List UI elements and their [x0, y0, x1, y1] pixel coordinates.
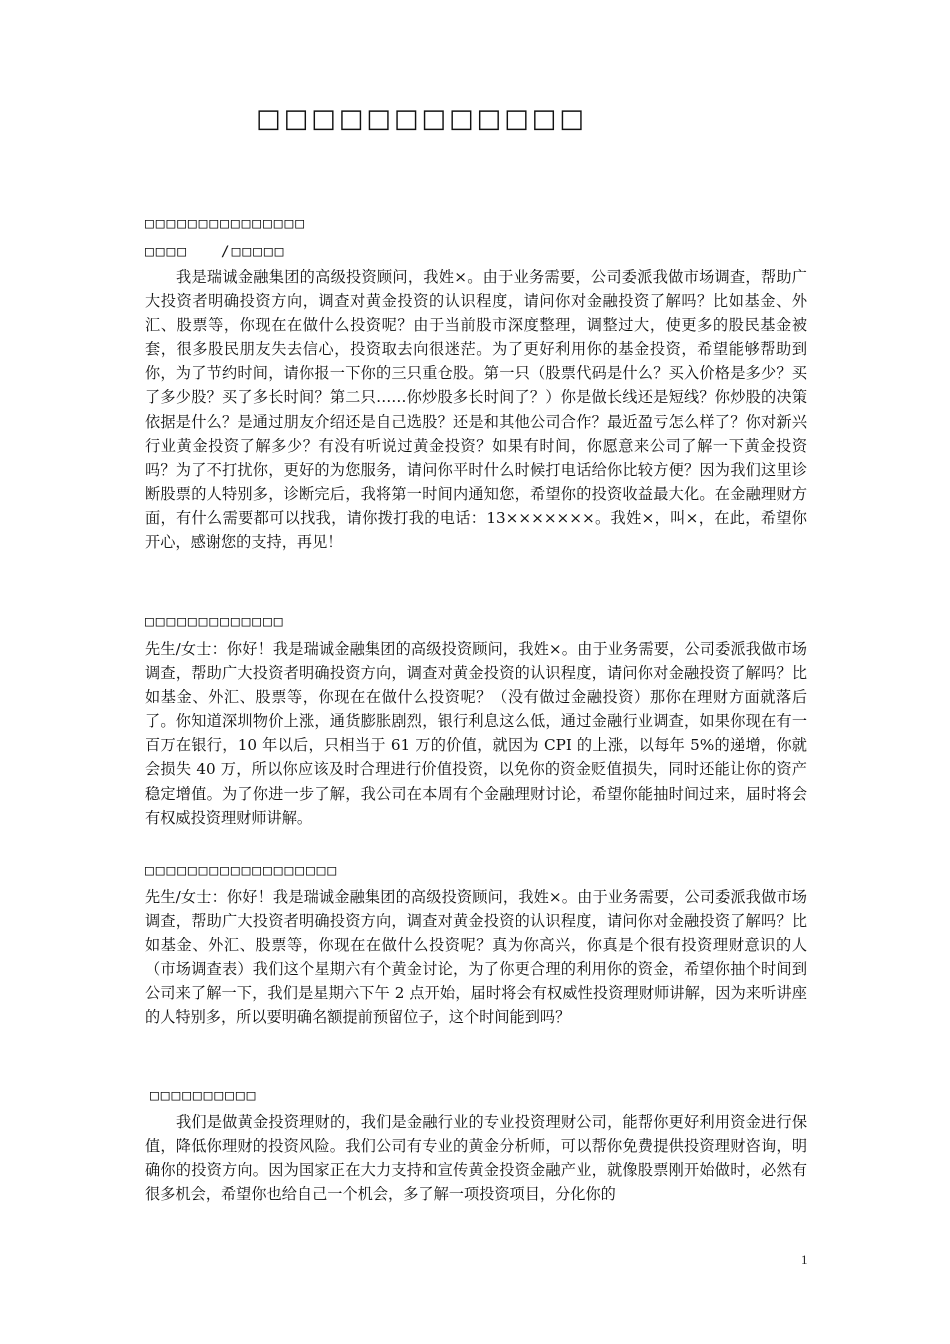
section-2-heading: □□□□□□□□□□□□□	[145, 614, 285, 630]
section-3-paragraph: 先生/女士：你好！我是瑞诚金融集团的高级投资顾问，我姓×。由于业务需要，公司委派我做市场调查，帮助广大投资者明确投资方向，调查对黄金投资的认识程度，请问你对金融投资了解吗？比如基金、外汇、股票等，你现在在做什么投资呢？真为你高兴，你真是个很有投资理财意识的人（市场调查表）我们这个星期六有个黄金讨论，为了你更合理的利用你的资金，希望你抽个时间到公司来了解一下，我们是星期六下午 2 点开始，届时将会有权威性投资理财师讲解，因为来听讲座的人特别多，所以要明确名额提前预留位子，这个时间能到吗？	[145, 888, 807, 1027]
section-1-heading: □□□□□□□□□□□□□□□	[145, 216, 306, 232]
section-4-paragraph: 我们是做黄金投资理财的，我们是金融行业的专业投资理财公司，能帮你更好利用资金进行保值，降低你理财的投资风险。我们公司有专业的黄金分析师，可以帮你免费提供投资理财咨询，明确你的投资方向。因为国家正在大力支持和宣传黄金投资金融产业，就像股票刚开始做时，必然有很多机会，希望你也给自己一个机会，多了解一项投资项目，分化你的	[145, 1113, 807, 1204]
section-3-heading: □□□□□□□□□□□□□□□□□□	[145, 863, 339, 879]
section-1-subheading: □□□□ /□□□□□	[145, 244, 286, 260]
page-number: 1	[801, 1252, 808, 1267]
section-2-paragraph: 先生/女士：你好！我是瑞诚金融集团的高级投资顾问，我姓×。由于业务需要，公司委派我做市场调查，帮助广大投资者明确投资方向，调查对黄金投资的认识程度，请问你对金融投资了解吗？比如基金、外汇、股票等，你现在在做什么投资呢？（没有做过金融投资）那你在理财方面就落后了。你知道深圳物价上涨，通货膨胀剧烈，银行利息这么低，通过金融行业调查，如果你现在有一百万在银行，10 年以后，只相当于 61 万的价值，就因为 CPI 的上涨，以每年 5%的递增，你就会损失 40 万，所以你应该及时合理进行价值投资，以免你的资金贬值损失，同时还能让你的资产稳定增值。为了你进一步了解，我公司在本周有个金融理财讨论，希望你能抽时间过来，届时将会有权威投资理财师讲解。	[145, 640, 807, 827]
section-4-heading: □□□□□□□□□□	[150, 1088, 258, 1104]
section-1-paragraph: 我是瑞诚金融集团的高级投资顾问，我姓×。由于业务需要，公司委派我做市场调查，帮助广大投资者明确投资方向，调查对黄金投资的认识程度，请问你对金融投资了解吗？比如基金、外汇、股票等，你现在在做什么投资呢？由于当前股市深度整理，调整过大，使更多的股民基金被套，很多股民朋友失去信心，投资取去向很迷茫。为了更好利用你的基金投资，希望能够帮助到你，为了节约时间，请你报一下你的三只重仓股。第一只（股票代码是什么？买入价格是多少？买了多少股？买了多长时间？第二只……你炒股多长时间了？）你是做长线还是短线？你炒股的决策依据是什么？是通过朋友介绍还是自己选股？还是和其他公司合作？最近盈亏怎么样了？你对新兴行业黄金投资了解多少？有没有听说过黄金投资？如果有时间，你愿意来公司了解一下黄金投资吗？为了不打扰你，更好的为您服务，请问你平时什么时候打电话给你比较方便？因为我们这里诊断股票的人特别多，诊断完后，我将第一时间内通知您，希望你的投资收益最大化。在金融理财方面，有什么需要都可以找我，请你拨打我的电话：13×××××××。我姓×，叫×，在此，希望你开心，感谢您的支持，再见！	[145, 268, 807, 552]
document-title: □□□□□□□□□□□□	[256, 104, 587, 134]
